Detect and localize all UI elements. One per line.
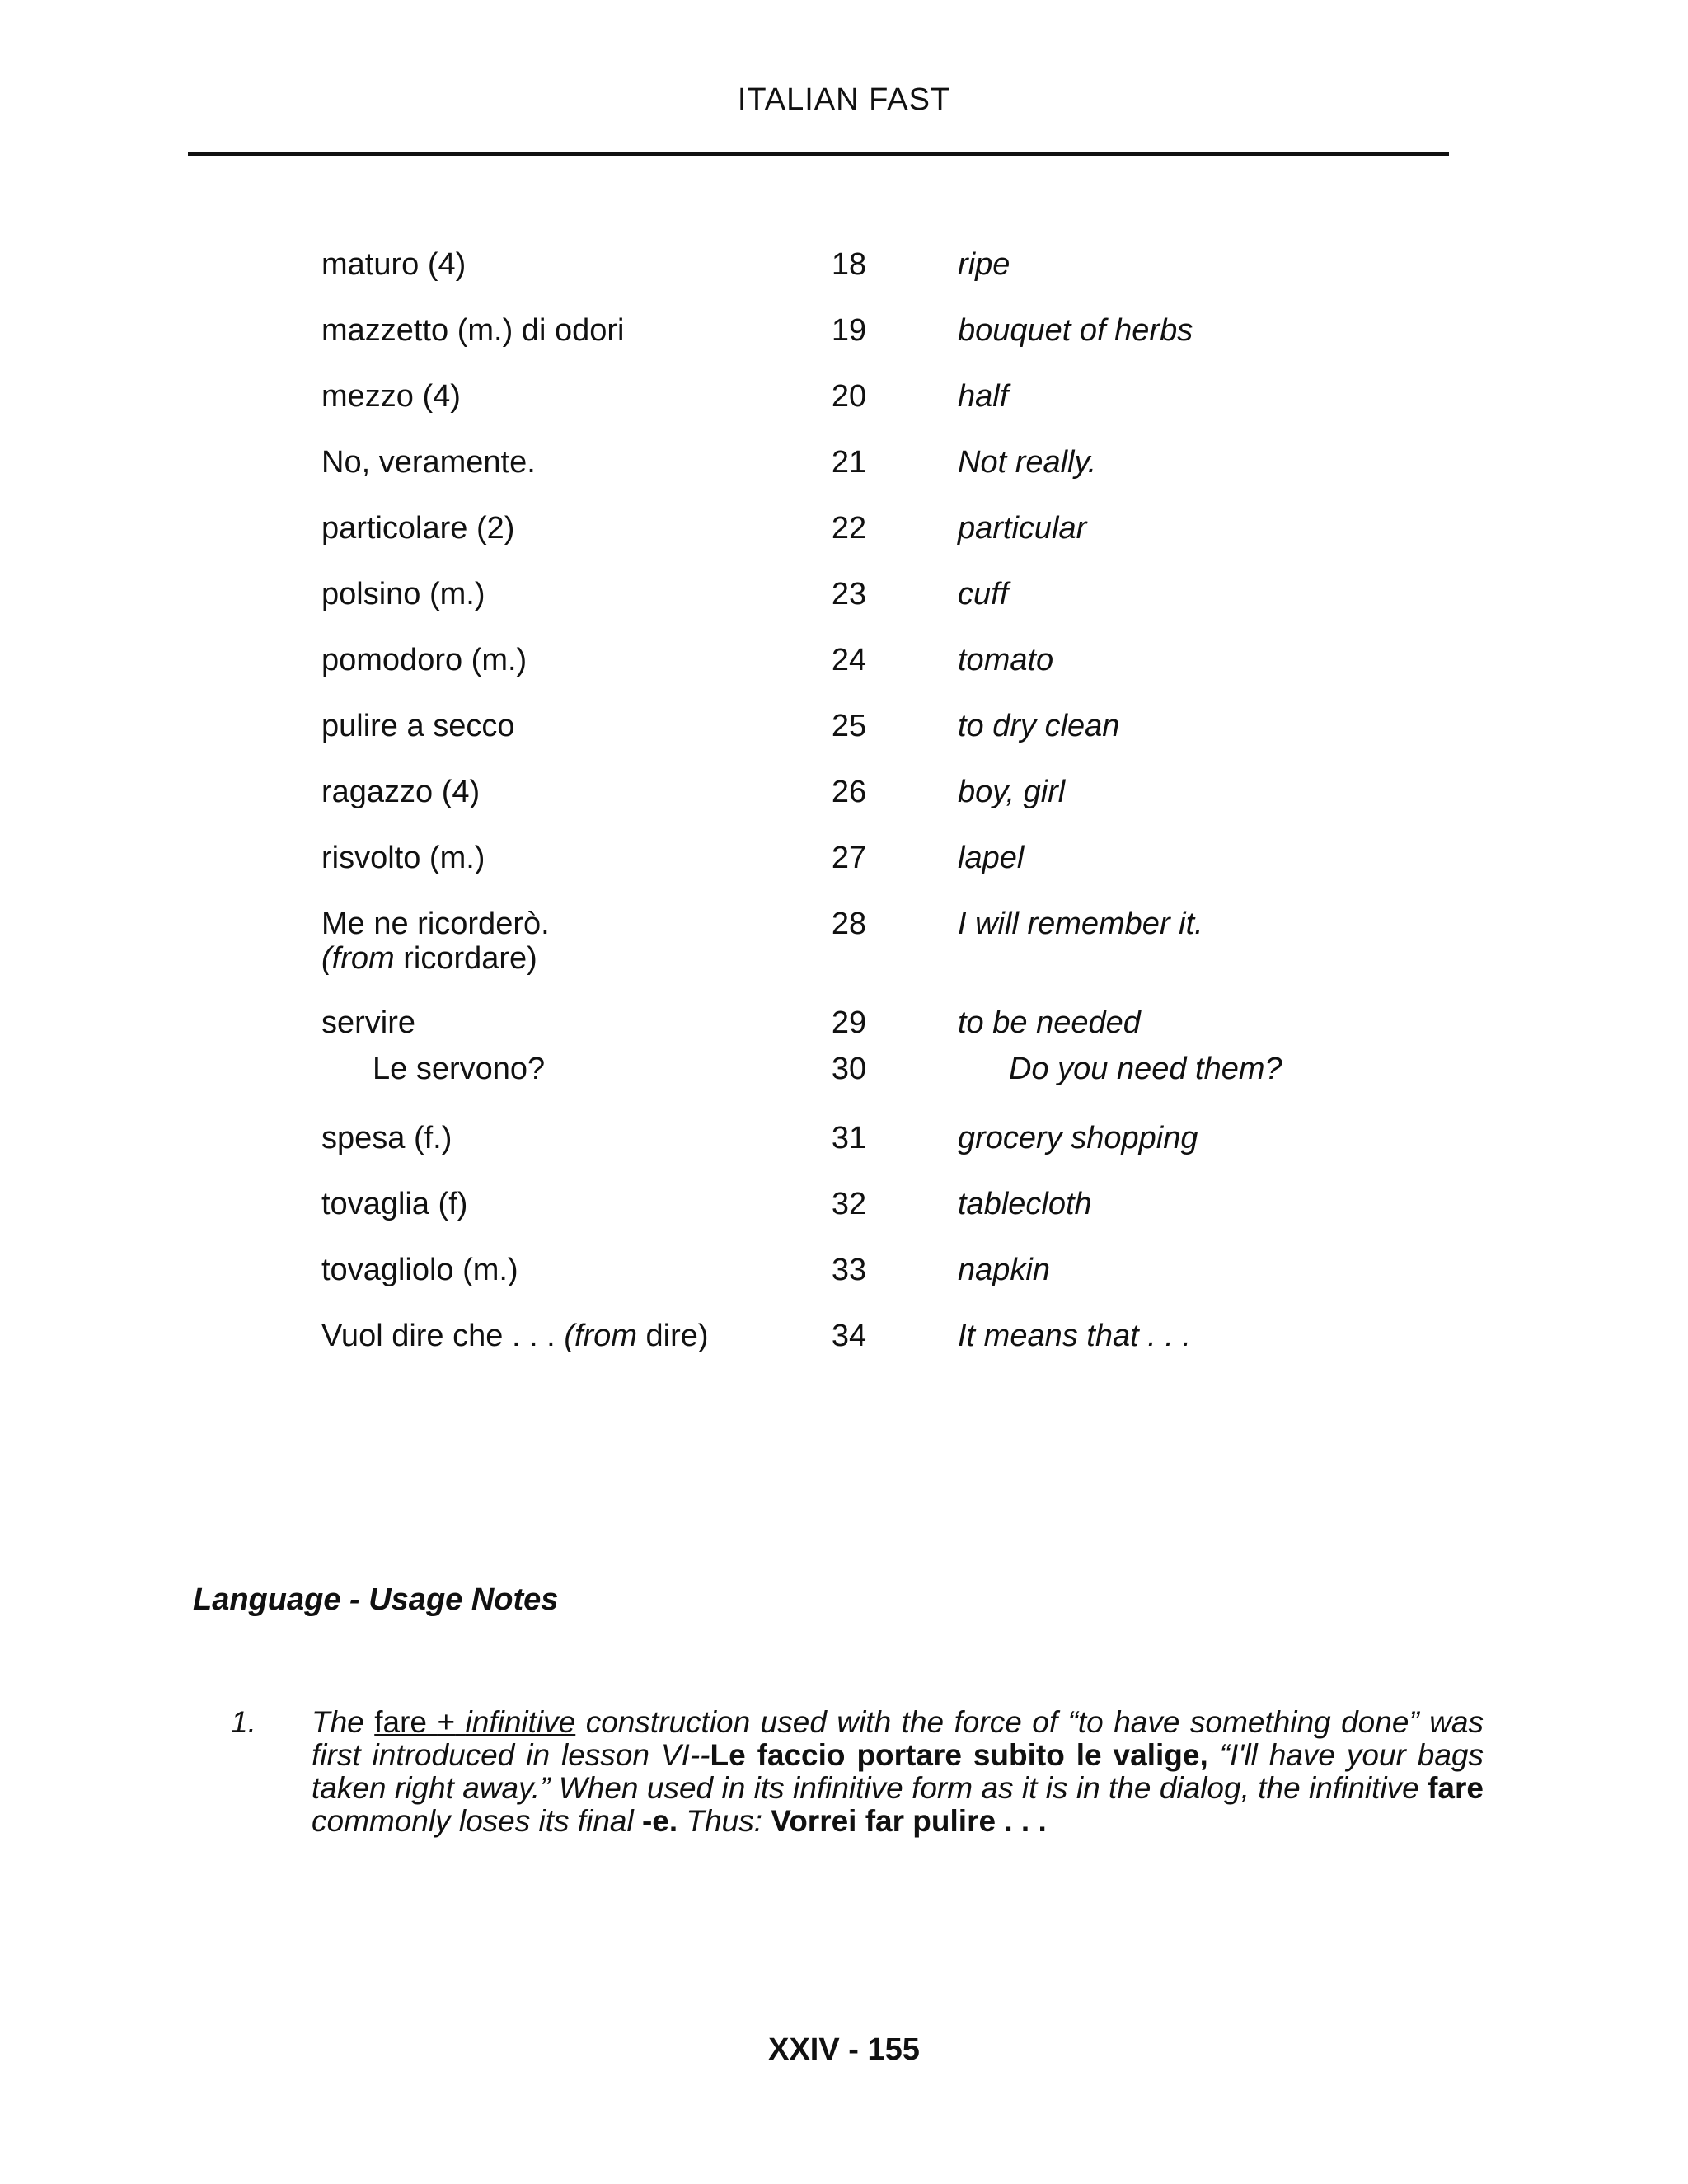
- vocab-row: [0, 1005, 1688, 1052]
- italian-phrase: Vuol dire che . . .: [321, 1319, 556, 1353]
- entry-number: 26: [831, 775, 867, 809]
- root-verb: dire): [645, 1319, 709, 1353]
- usage-note: [231, 1706, 1484, 1838]
- vocab-row: [0, 1319, 1688, 1385]
- italian-example: -e.: [641, 1804, 678, 1838]
- note-fragment: construction used with the force of “to have something done” was first introduced in lesson VI--: [312, 1705, 1484, 1772]
- vocab-subrow: [0, 1052, 1688, 1121]
- english-meaning: tablecloth: [958, 1187, 1092, 1221]
- italian-term: No, veramente.: [321, 445, 536, 480]
- italian-term: particolare (2): [321, 511, 515, 546]
- note-fragment: “I'll have your bags taken right away.” When used in its infinitive form as it is in the dialog, the infinitive: [312, 1738, 1484, 1805]
- note-keyword: +: [437, 1705, 456, 1739]
- italian-term: servire: [321, 1005, 416, 1040]
- running-header: ITALIAN FAST: [737, 82, 951, 117]
- italian-term: pulire a secco: [321, 709, 515, 743]
- entry-number: 33: [831, 1253, 867, 1287]
- page-number: XXIV - 155: [768, 2032, 920, 2067]
- italian-term: pomodoro (m.): [321, 643, 528, 677]
- note-text: [312, 1706, 1484, 1838]
- entry-number: 29: [831, 1005, 867, 1040]
- note-keyword: infinitive: [465, 1705, 576, 1739]
- italian-term: tovagliolo (m.): [321, 1253, 518, 1287]
- italian-term: [321, 1319, 783, 1353]
- entry-number: 32: [831, 1187, 867, 1221]
- vocab-row: [0, 247, 1688, 313]
- entry-number: 34: [831, 1319, 867, 1353]
- entry-number: 28: [831, 907, 867, 941]
- english-meaning: cuff: [958, 577, 1009, 612]
- english-meaning: Do you need them?: [1009, 1052, 1282, 1086]
- vocab-row: [0, 511, 1688, 577]
- english-meaning: tomato: [958, 643, 1054, 677]
- entry-number: 22: [831, 511, 867, 546]
- entry-number: 18: [831, 247, 867, 282]
- vocab-row: [0, 1253, 1688, 1319]
- english-meaning: Not really.: [958, 445, 1097, 480]
- vocab-row: [0, 841, 1688, 907]
- italian-example: Vorrei far pulire . . .: [771, 1804, 1047, 1838]
- italian-term: ragazzo (4): [321, 775, 481, 809]
- english-meaning: particular: [958, 511, 1087, 546]
- english-meaning: lapel: [958, 841, 1025, 875]
- note-number: 1.: [231, 1705, 256, 1739]
- note-fragment: commonly loses its final: [312, 1804, 634, 1838]
- entry-number: 31: [831, 1121, 867, 1155]
- vocab-row: [0, 907, 1688, 1005]
- from-label: (from: [321, 941, 395, 976]
- italian-term: spesa (f.): [321, 1121, 452, 1155]
- vocab-row: [0, 577, 1688, 643]
- entry-number: 24: [831, 643, 867, 677]
- entry-number: 20: [831, 379, 867, 414]
- entry-number: 30: [831, 1052, 867, 1086]
- italian-term: tovaglia (f): [321, 1187, 468, 1221]
- english-meaning: half: [958, 379, 1009, 414]
- italian-example: fare: [1428, 1771, 1484, 1805]
- entry-number: 21: [831, 445, 867, 480]
- english-meaning: It means that . . .: [958, 1319, 1192, 1353]
- notes-heading: Language - Usage Notes: [193, 1582, 559, 1617]
- italian-term: [321, 907, 783, 976]
- note-keyword: [427, 1705, 437, 1739]
- root-verb: ricordare): [403, 941, 537, 976]
- derivation-note: [321, 941, 783, 976]
- italian-example: Le faccio portare subito le valige,: [710, 1738, 1208, 1772]
- from-label: (from: [564, 1319, 637, 1353]
- header-rule: [188, 152, 1449, 156]
- note-keyword: [455, 1705, 465, 1739]
- english-meaning: ripe: [958, 247, 1010, 282]
- entry-number: 27: [831, 841, 867, 875]
- entry-number: 23: [831, 577, 867, 612]
- italian-term: polsino (m.): [321, 577, 485, 612]
- italian-term: risvolto (m.): [321, 841, 485, 875]
- vocab-row: [0, 775, 1688, 841]
- vocab-row: [0, 1121, 1688, 1187]
- vocab-row: [0, 1187, 1688, 1253]
- english-meaning: grocery shopping: [958, 1121, 1198, 1155]
- vocab-row: [0, 709, 1688, 775]
- italian-term: mazzetto (m.) di odori: [321, 313, 625, 348]
- italian-phrase: Me ne ricorderò.: [321, 907, 550, 941]
- english-meaning: to dry clean: [958, 709, 1120, 743]
- vocabulary-list: [0, 247, 1688, 1385]
- english-meaning: bouquet of herbs: [958, 313, 1193, 348]
- vocab-row: [0, 313, 1688, 379]
- english-meaning: to be needed: [958, 1005, 1141, 1040]
- note-keyword: fare: [374, 1705, 427, 1739]
- entry-number: 25: [831, 709, 867, 743]
- italian-term: Le servono?: [373, 1052, 546, 1086]
- entry-number: 19: [831, 313, 867, 348]
- note-fragment: Thus:: [686, 1804, 762, 1838]
- note-fragment: The: [312, 1705, 364, 1739]
- vocab-row: [0, 643, 1688, 709]
- vocab-row: [0, 445, 1688, 511]
- vocab-row: [0, 379, 1688, 445]
- english-meaning: boy, girl: [958, 775, 1066, 809]
- english-meaning: napkin: [958, 1253, 1050, 1287]
- italian-term: maturo (4): [321, 247, 467, 282]
- english-meaning: I will remember it.: [958, 907, 1203, 941]
- italian-term: mezzo (4): [321, 379, 461, 414]
